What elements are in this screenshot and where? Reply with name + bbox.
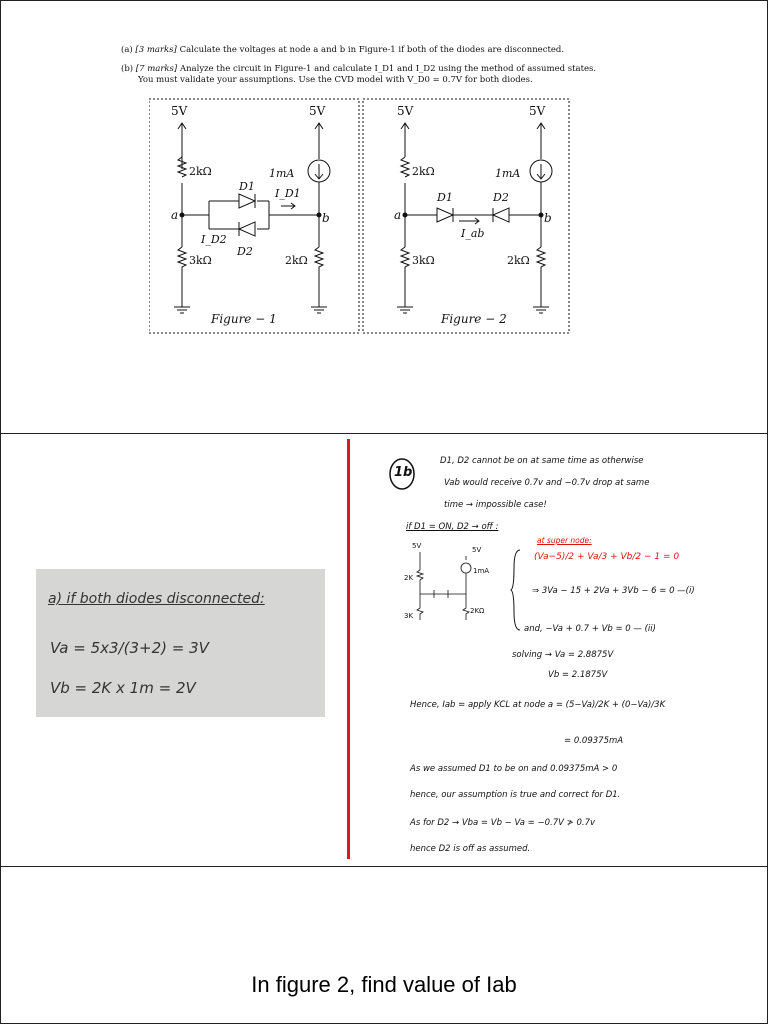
handwritten-photo-a <box>36 569 325 717</box>
text-b2: You must validate your assumptions. Use the CVD model with V_D0 = 0.7V for both diodes. <box>138 75 533 85</box>
hw-b-supernode: at super node: <box>537 536 592 545</box>
text-b: Analyze the circuit in Figure-1 and calculate I_D1 and I_D2 using the method of assumed states. <box>179 64 597 74</box>
fig1-r-bottom-right <box>315 247 323 307</box>
fig2-ground-left <box>397 307 413 313</box>
hw-b-p1: D1, D2 cannot be on at same time as otherwise <box>440 456 644 466</box>
mini-5v-left: 5V <box>412 542 422 550</box>
fig1-node-b: b <box>322 211 330 225</box>
fig1-r-bottom-left <box>178 247 186 307</box>
fig2-r-top <box>401 157 409 177</box>
fig2-caption: Figure − 2 <box>441 312 507 326</box>
hw-b-check1: As we assumed D1 to be on and 0.09375mA > 0 <box>410 764 618 774</box>
fig1-caption: Figure − 1 <box>211 312 277 326</box>
text-a: Calculate the voltages at node a and b in Figure-1 if both of the diodes are disconnected. <box>179 45 565 55</box>
fig1-source-arrow <box>315 164 323 179</box>
divider-red-line <box>347 439 350 859</box>
fig1-r-br-label: 2kΩ <box>285 254 308 267</box>
fig1-r-bl-label: 3kΩ <box>189 254 212 267</box>
fig1-node-a: a <box>171 208 179 222</box>
fig1-r-top-label: 2kΩ <box>189 165 212 178</box>
fig2-source-label: 1mA <box>495 167 521 180</box>
hw-b-check4: hence D2 is off as assumed. <box>410 844 531 854</box>
hw-a-title: a) if both diodes disconnected: <box>48 591 265 607</box>
fig1-supply-left: 5V <box>171 104 188 118</box>
hw-b-solve: solving → Va = 2.8875V <box>512 650 614 660</box>
fig2-ground-right <box>533 307 549 313</box>
fig2-r-br-label: 2kΩ <box>507 254 530 267</box>
fig2-diode-d2 <box>493 208 509 222</box>
hw-b-result: = 0.09375mA <box>564 736 624 746</box>
fig1-source-label: 1mA <box>269 167 295 180</box>
hw-a-line1: Va = 5x3/(3+2) = 3V <box>50 639 209 657</box>
hw-b-brace <box>510 548 524 632</box>
fig1-supply-right: 5V <box>309 104 326 118</box>
fig1-d1-label: D1 <box>239 180 255 193</box>
fig2-d1-label: D1 <box>437 191 453 204</box>
fig2-source-arrow <box>537 164 545 179</box>
question-b-line2 <box>138 75 533 85</box>
mini-5v-right: 5V <box>472 546 482 554</box>
question-panel <box>0 0 768 433</box>
hw-b-vb: Vb = 2.1875V <box>548 670 608 680</box>
fig2-diode-d1 <box>437 208 453 222</box>
fig2-r-bottom-left <box>401 247 409 307</box>
bottom-prompt: In figure 2, find value of Iab <box>251 972 517 997</box>
fig2-r-bottom-right <box>537 247 545 307</box>
mini-2k: 2K <box>404 574 414 582</box>
fig1-diode-d2 <box>239 222 255 236</box>
label-a: (a) <box>121 45 133 55</box>
fig2-supply-left: 5V <box>397 104 414 118</box>
mini-3k: 3K <box>404 612 414 620</box>
hw-b-eq1: (Va−5)/2 + Va/3 + Vb/2 − 1 = 0 <box>534 552 680 562</box>
fig2-node-a: a <box>394 208 402 222</box>
hw-b-check2: hence, our assumption is true and correct for D1. <box>410 790 621 800</box>
fig1-id1-arrow <box>281 203 295 209</box>
mini-1ma: 1mA <box>473 567 490 575</box>
fig2-r-top-label: 2kΩ <box>412 165 435 178</box>
marks-a: [3 marks] <box>135 45 177 55</box>
question-b <box>121 64 596 74</box>
fig2-r-bl-label: 3kΩ <box>412 254 435 267</box>
fig2-supply-right: 5V <box>529 104 546 118</box>
hw-a-line2: Vb = 2K x 1m = 2V <box>50 679 196 697</box>
hw-b-check3: As for D2 → Vba = Vb − Va = −0.7V ≯ 0.7v <box>410 818 596 828</box>
fig1-ground-right <box>311 307 327 313</box>
hw-b-eq2: ⇒ 3Va − 15 + 2Va + 3Vb − 6 = 0 —(i) <box>532 586 695 596</box>
mini-2kohm: 2KΩ <box>470 607 485 615</box>
fig1-id1-label: I_D1 <box>275 187 301 200</box>
fig2-iab-label: I_ab <box>461 227 485 240</box>
hw-b-p2: Vab would receive 0.7v and −0.7v drop at same <box>444 478 650 488</box>
marks-b: [7 marks] <box>135 64 178 74</box>
hw-b-marker: 1b <box>394 465 413 480</box>
fig1-id2-label: I_D2 <box>201 233 227 246</box>
fig1-diode-d1 <box>239 194 255 208</box>
fig2-node-b: b <box>544 211 552 225</box>
fig1-diode-wires <box>182 201 319 229</box>
fig1-d2-label: D2 <box>237 245 253 258</box>
hw-b-mini-circuit <box>402 538 512 633</box>
figure-1-circuit <box>149 97 361 337</box>
hw-b-assume: if D1 = ON, D2 → off : <box>406 522 499 532</box>
fig2-d2-label: D2 <box>493 191 509 204</box>
fig1-ground-left <box>174 307 190 313</box>
prompt-panel <box>0 866 768 1024</box>
figure-2-circuit <box>361 97 573 337</box>
question-a <box>121 45 564 55</box>
label-b: (b) <box>121 64 134 74</box>
hw-b-eq3: and, −Va + 0.7 + Vb = 0 — (ii) <box>524 624 656 634</box>
hw-b-p3: time → impossible case! <box>444 500 547 510</box>
fig2-iab-arrow <box>459 218 479 224</box>
hw-b-hence: Hence, Iab = apply KCL at node a = (5−Va)/2K + (0−Va)/3K <box>410 700 666 710</box>
